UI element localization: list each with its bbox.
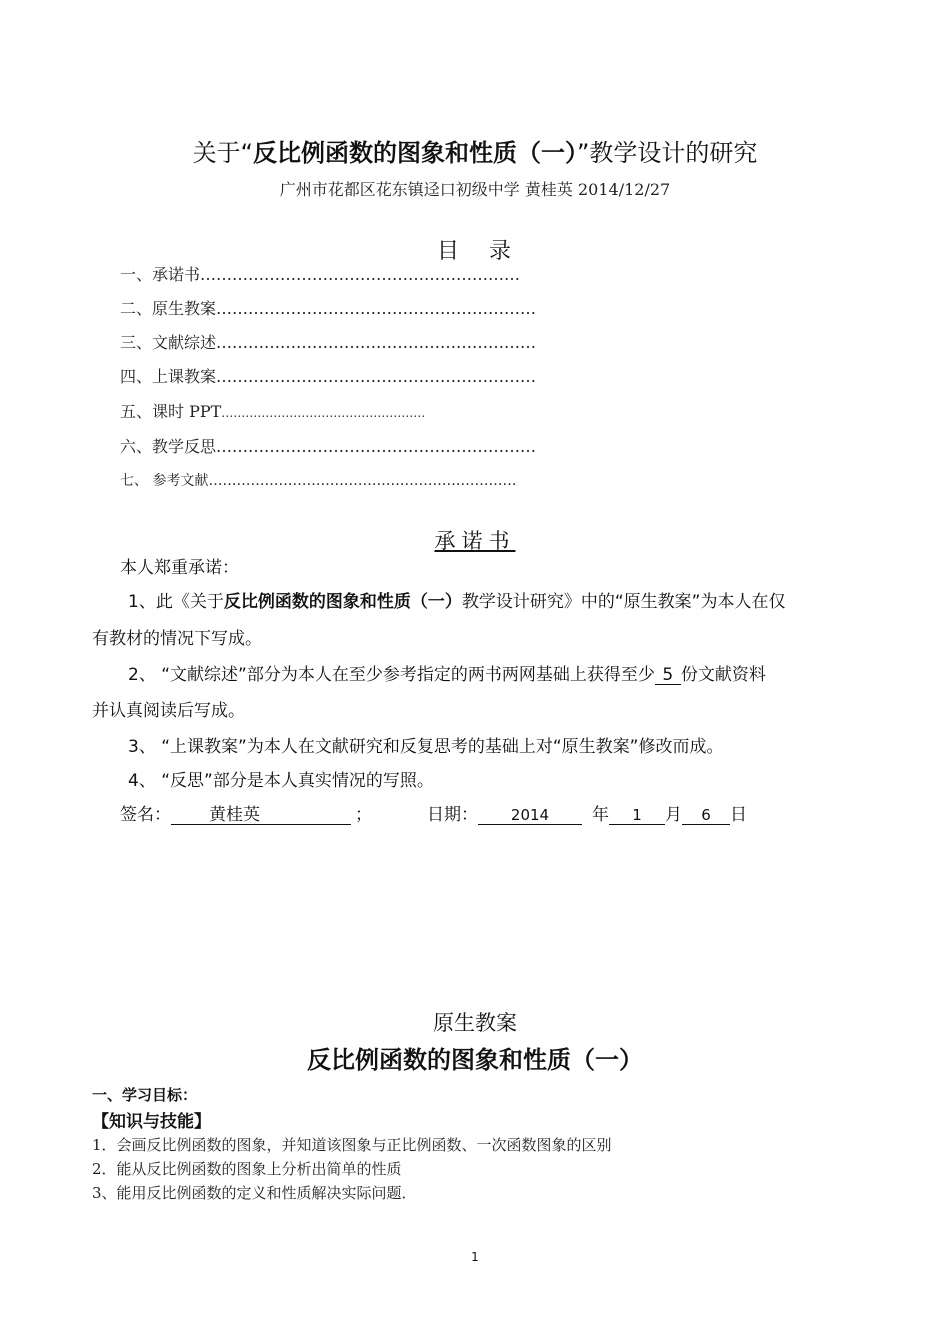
- signature-label: 签名：: [120, 805, 171, 825]
- objective-item-3: 3、能用反比例函数的定义和性质解决实际问题．: [92, 1184, 417, 1202]
- pledge-item-2: [128, 660, 766, 685]
- toc-item-label: 三、文献综述: [120, 333, 217, 352]
- title-prefix: 关于“: [192, 139, 253, 167]
- toc-item-leader: ……………………………………………: [221, 406, 426, 420]
- signature-row: [120, 800, 372, 825]
- page-number: 1: [471, 1250, 479, 1264]
- pledge-item-2-line-2: 并认真阅读后写成。: [92, 701, 245, 721]
- pledge-item-2-end: 份文献资料: [680, 665, 766, 685]
- toc-item-class-plan[interactable]: [120, 364, 536, 387]
- pledge-item-1-topic: 反比例函数的图象和性质（一）: [223, 592, 462, 612]
- toc-item-label: 五、课时 PPT: [120, 402, 222, 421]
- toc-item-reflection[interactable]: [120, 434, 536, 457]
- date-month-unit: 月: [665, 805, 682, 825]
- original-plan-title: 反比例函数的图象和性质（一）: [307, 1046, 643, 1074]
- title-suffix: ”教学设计的研究: [577, 139, 758, 167]
- toc-item-label: 六、教学反思: [120, 437, 217, 456]
- objective-item-1: 1．会画反比例函数的图象，并知道该图象与正比例函数、一次函数图象的区别: [92, 1136, 612, 1154]
- toc-item-leader: ……………………………………………………: [216, 437, 537, 456]
- toc-item-original-plan[interactable]: [120, 296, 536, 319]
- pledge-intro: 本人郑重承诺：: [120, 558, 239, 578]
- pledge-item-3: 3、 “上课教案”为本人在文献研究和反复思考的基础上对“原生教案”修改而成。: [128, 737, 724, 757]
- date-year-field: 2014: [478, 806, 582, 825]
- date-month-field: 1: [609, 806, 665, 825]
- toc-item-leader: ……………………………………………………: [216, 367, 537, 386]
- toc-item-leader: ……………………………………………………: [216, 333, 537, 352]
- pledge-item-1-line-2: 有教材的情况下写成。: [92, 629, 262, 649]
- date-year-unit: 年: [592, 805, 609, 825]
- literature-count-field: 5: [655, 666, 681, 685]
- toc-heading-char-1: 目: [436, 239, 461, 264]
- pledge-item-4: 4、 “反思”部分是本人真实情况的写照。: [128, 771, 434, 791]
- toc-heading-char-2: 录: [489, 239, 514, 264]
- toc-item-label: 二、原生教案: [120, 299, 217, 318]
- pledge-heading: 承诺书: [434, 529, 516, 553]
- toc-item-label: 七、 参考文献: [120, 473, 209, 489]
- signature-separator: ；: [355, 805, 372, 825]
- toc-item-leader: ……………………………………………………: [216, 299, 537, 318]
- document-subtitle: 广州市花都区花东镇迳口初级中学 黄桂英 2014/12/27: [279, 180, 671, 199]
- objective-item-2: 2．能从反比例函数的图象上分析出简单的性质: [92, 1160, 402, 1178]
- pledge-item-1-start: 1、此《关于: [128, 592, 224, 612]
- toc-item-label: 一、承诺书: [120, 265, 201, 284]
- date-day-field: 6: [682, 806, 730, 825]
- toc-item-literature-review[interactable]: [120, 330, 536, 353]
- toc-item-leader: …………………………………………………………: [208, 473, 517, 489]
- document-title: [0, 133, 950, 168]
- date-label: 日期：: [427, 805, 478, 825]
- learning-objectives-heading: 一、学习目标：: [92, 1086, 198, 1104]
- pledge-item-2-start: 2、 “文献综述”部分为本人在至少参考指定的两书两网基础上获得至少: [128, 665, 655, 685]
- toc-item-label: 四、上课教案: [120, 367, 217, 386]
- toc-heading: [0, 234, 950, 265]
- pledge-item-1: [128, 587, 785, 612]
- knowledge-skills-heading: 【知识与技能】: [92, 1112, 211, 1132]
- date-day-unit: 日: [730, 805, 747, 825]
- signature-field: [171, 806, 351, 825]
- toc-item-leader: ……………………………………………………: [200, 265, 521, 284]
- toc-item-pledge[interactable]: [120, 262, 520, 285]
- title-bold-topic: 反比例函数的图象和性质（一）: [253, 139, 577, 167]
- toc-item-references[interactable]: [120, 470, 516, 490]
- date-row: [427, 800, 747, 825]
- pledge-item-1-end: 教学设计研究》中的“原生教案”为本人在仅: [461, 592, 786, 612]
- toc-item-ppt[interactable]: [120, 399, 425, 422]
- original-plan-heading: 原生教案: [433, 1011, 517, 1035]
- signature-name: 黄桂英: [209, 805, 260, 825]
